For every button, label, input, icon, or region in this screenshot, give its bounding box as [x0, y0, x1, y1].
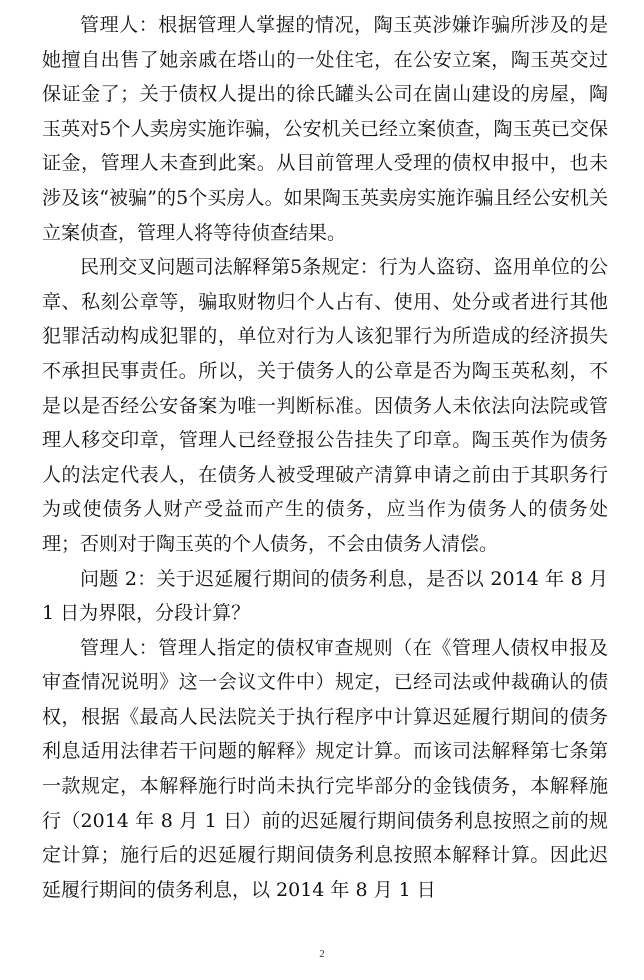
paragraph-administrator-reply-interest: 管理人：管理人指定的债权审查规则（在《管理人债权申报及审查情况说明》这一会议文件中）规定，已经司法或仲裁确认的债权，根据《最高人民法院关于执行程序中计算迟延履行期间的债务利息适用法律若干问题的解释》规定计算。而该司法解释第七条第一款规定，本解释施行时尚未执行完毕部分的金钱债务，本解释施行（2014 年 8 月 1 日）前的迟延履行期间债务利息按照之前的规定计算；施行后的迟延履行期间债务利息按照本解释计算。因此迟延履行期间的债务利息，以 2014 年 8 月 1 日 [42, 636, 608, 901]
paragraph-judicial-interpretation-article-5: 民刑交叉问题司法解释第5条规定：行为人盗窃、盗用单位的公章、私刻公章等，骗取财物归个人占有、使用、处分或者进行其他犯罪活动构成犯罪的，单位对行为人该犯罪行为所造成的经济损失不承担民事责任。所以，关于债务人的公章是否为陶玉英私刻，不是以是否经公安备案为唯一判断标准。因债务人未依法向法院或管理人移交印章，管理人已经登报公告挂失了印章。陶玉英作为债务人的法定代表人，在债务人被受理破产清算申请之前由于其职务行为或使债务人财产受益而产生的债务，应当作为债务人的债务处理；否则对于陶玉英的个人债务，不会由债务人清偿。 [42, 256, 608, 555]
page-number: 2 [319, 948, 325, 960]
paragraph-administrator-reply-fraud: 管理人：根据管理人掌握的情况，陶玉英涉嫌诈骗所涉及的是她擅自出售了她亲戚在塔山的一处住宅，在公安立案，陶玉英交过保证金了；关于债权人提出的徐氏罐头公司在崮山建设的房屋，陶玉英对5个人卖房实施诈骗，公安机关已经立案侦查，陶玉英已交保证金，管理人未查到此案。从目前管理人受理的债权申报中，也未涉及该“被骗”的5个买房人。如果陶玉英卖房实施诈骗且经公安机关立案侦查，管理人将等待侦查结果。 [42, 14, 608, 244]
document-body [42, 8, 608, 907]
paragraph-question-2: 问题 2：关于迟延履行期间的债务利息，是否以 2014 年 8 月 1 日为界限，分段计算？ [42, 567, 608, 625]
